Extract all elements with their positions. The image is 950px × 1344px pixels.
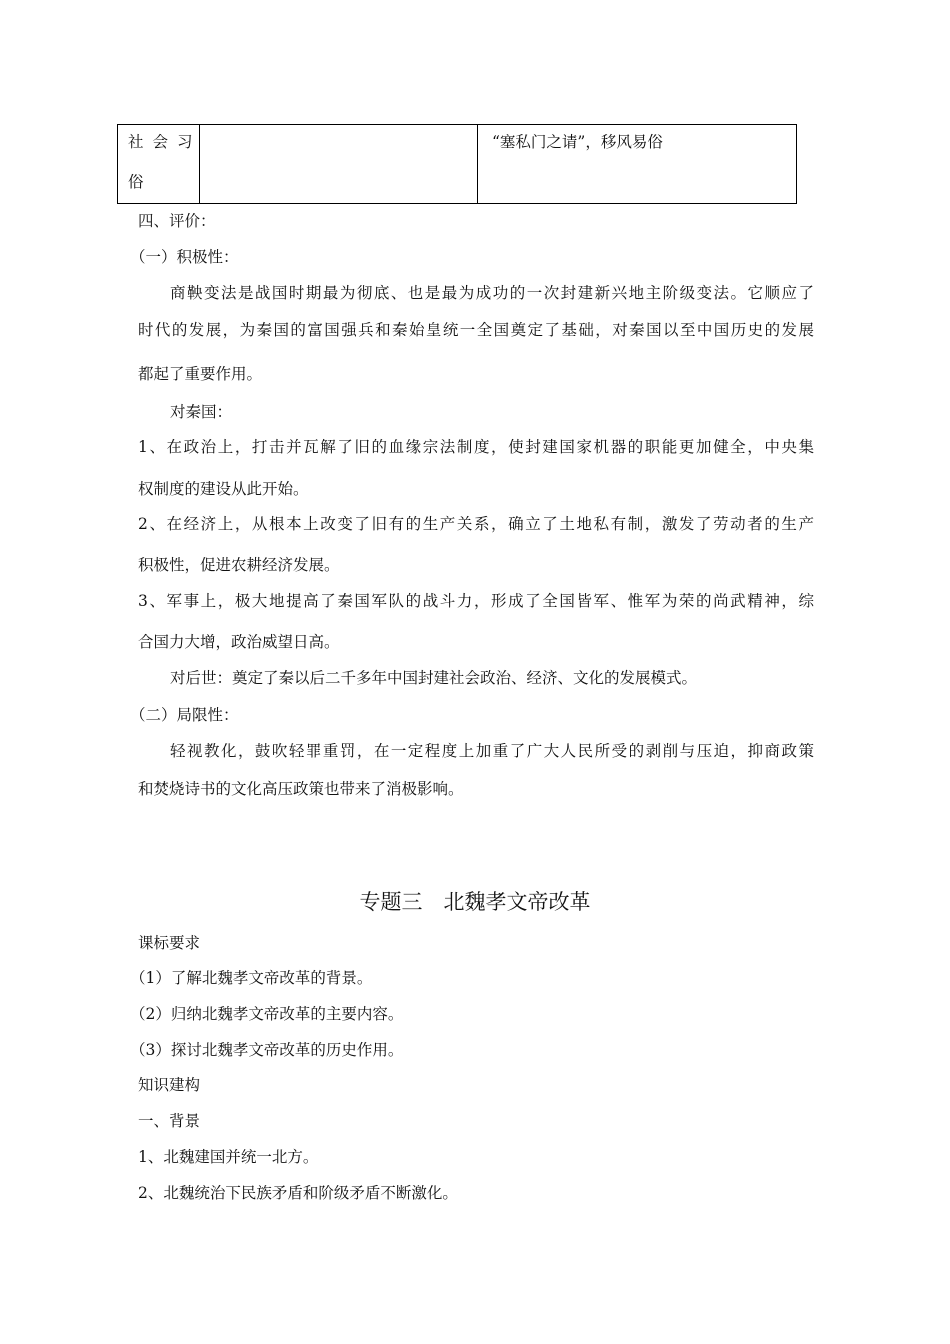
positive-para-line: 商鞅变法是战国时期最为彻底、也是最为成功的一次封建新兴地主阶级变法。它顺应了 [170, 284, 814, 302]
list-item-line: 2、在经济上，从根本上改变了旧有的生产关系，确立了土地私有制，激发了劳动者的生产 [138, 515, 814, 533]
reform-table [117, 124, 797, 204]
positive-para-line: 时代的发展，为秦国的富国强兵和秦始皇统一全国奠定了基础，对秦国以至中国历史的发展 [138, 321, 814, 339]
knowledge-heading: 知识建构 [138, 1076, 201, 1094]
standard-item: （2）归纳北魏孝文帝改革的主要内容。 [130, 1005, 404, 1023]
table-row-header-cell [118, 125, 200, 203]
later-ages-text: 对后世：奠定了秦以后二千多年中国封建社会政治、经济、文化的发展模式。 [170, 669, 698, 687]
background-heading: 一、背景 [138, 1112, 201, 1130]
limit-para-line: 和焚烧诗书的文化高压政策也带来了消极影响。 [138, 780, 464, 798]
background-item: 1、北魏建国并统一北方。 [138, 1148, 319, 1166]
positive-para-line: 都起了重要作用。 [138, 365, 263, 383]
qin-heading: 对秦国： [170, 403, 233, 421]
list-item-line: 1、在政治上，打击并瓦解了旧的血缘宗法制度，使封建国家机器的职能更加健全，中央集 [138, 438, 814, 456]
background-item: 2、北魏统治下民族矛盾和阶级矛盾不断激化。 [138, 1184, 458, 1202]
positive-heading: （一）积极性： [130, 248, 239, 266]
evaluation-heading: 四、评价： [138, 212, 216, 230]
limit-para-line: 轻视教化，鼓吹轻罪重罚，在一定程度上加重了广大人民所受的剥削与压迫，抑商政策 [170, 742, 814, 760]
section-title: 专题三 北魏孝文帝改革 [359, 890, 591, 914]
row-header-line2: 俗 [128, 173, 144, 191]
list-item-line: 权制度的建设从此开始。 [138, 480, 309, 498]
standard-item: （1）了解北魏孝文帝改革的背景。 [130, 969, 373, 987]
table-middle-cell [200, 125, 478, 203]
standards-heading: 课标要求 [138, 934, 201, 952]
limit-heading: （二）局限性： [130, 706, 239, 724]
list-item-line: 积极性，促进农耕经济发展。 [138, 556, 340, 574]
table-right-cell [478, 125, 796, 203]
standard-item: （3）探讨北魏孝文帝改革的历史作用。 [130, 1041, 404, 1059]
row-header-line1: 社会习 [128, 133, 202, 151]
list-item-line: 合国力大增，政治威望日高。 [138, 633, 340, 651]
right-cell-text: “塞私门之请”，移风易俗 [492, 133, 663, 151]
list-item-line: 3、军事上，极大地提高了秦国军队的战斗力，形成了全国皆军、惟军为荣的尚武精神，综 [138, 592, 814, 610]
